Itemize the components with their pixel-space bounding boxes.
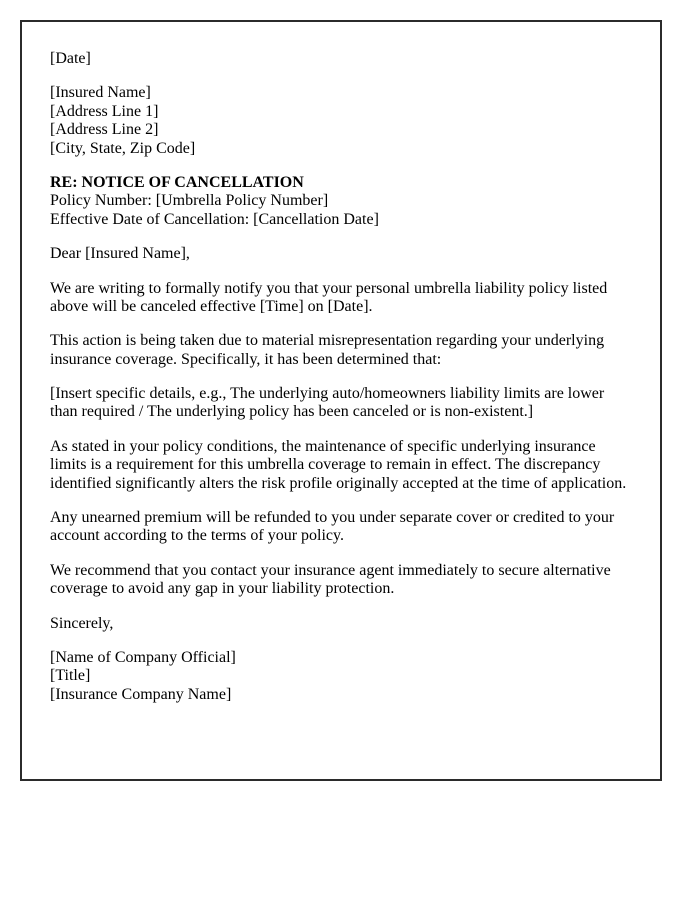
recipient-city-state-zip-line: [City, State, Zip Code] — [50, 139, 196, 157]
recipient-address-block — [50, 84, 632, 158]
closing-line: Sincerely, — [50, 614, 114, 632]
body-paragraph-policy-conditions: As stated in your policy conditions, the maintenance of specific underlying insurance limits is a requirement for this umbrella coverage to remain in effect. The discrepancy identified significantly alters the risk profile originally accepted at the time of application. — [50, 437, 627, 492]
body-paragraph-specific-details: [Insert specific details, e.g., The underlying auto/homeowners liability limits are lower than required / The underlying policy has been canceled or is non-existent.] — [50, 385, 605, 421]
salutation: Dear [Insured Name], — [50, 245, 190, 263]
letter-page — [20, 20, 662, 781]
body-paragraph-reason: This action is being taken due to material misrepresentation regarding your underlying insurance coverage. Specifically, it has been determined that: — [50, 332, 605, 368]
policy-number-line: Policy Number: [Umbrella Policy Number] — [50, 192, 329, 210]
date-line: [Date] — [50, 50, 91, 67]
recipient-address-line-2: [Address Line 2] — [50, 121, 159, 139]
signature-official-name-line: [Name of Company Official] — [50, 648, 236, 666]
signature-title-line: [Title] — [50, 667, 91, 685]
body-paragraph-recommendation: We recommend that you contact your insurance agent immediately to secure alternative coverage to avoid any gap in your liability protection. — [50, 561, 611, 598]
subject-line: RE: NOTICE OF CANCELLATION — [50, 173, 304, 191]
body-paragraph-notify: We are writing to formally notify you that your personal umbrella liability policy listed above will be canceled effective [Time] on [Date]. — [50, 279, 608, 315]
effective-date-line: Effective Date of Cancellation: [Cancellation Date] — [50, 210, 379, 228]
body-paragraph-unearned-premium: Any unearned premium will be refunded to you under separate cover or credited to your account according to the terms of your policy. — [50, 509, 615, 545]
recipient-name-line: [Insured Name] — [50, 84, 151, 102]
recipient-address-line-1: [Address Line 1] — [50, 102, 159, 120]
signature-company-name-line: [Insurance Company Name] — [50, 685, 232, 703]
signature-block — [50, 649, 632, 704]
subject-block — [50, 174, 632, 229]
